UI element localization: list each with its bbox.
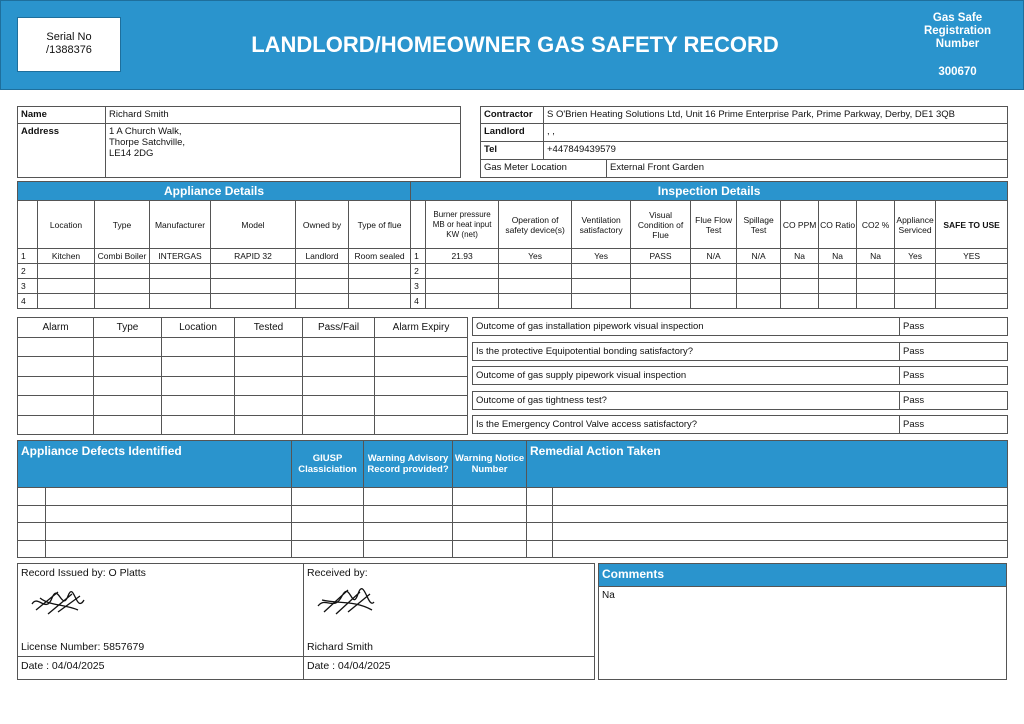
table-row [18, 540, 1008, 558]
outcome-answer: Pass [900, 416, 1008, 434]
cell-co2: Na [857, 249, 895, 264]
table-row [18, 249, 1008, 264]
cell [375, 376, 468, 396]
cell [38, 279, 95, 294]
gas-safe-label-2: Registration [923, 25, 992, 37]
spacer [461, 124, 481, 178]
giusp-header: GIUSP Classiciation [292, 441, 364, 488]
row-number-2: 1 [411, 249, 426, 264]
row-number: 4 [18, 294, 38, 309]
cell [857, 264, 895, 279]
cell [94, 357, 162, 377]
cell-safe: YES [936, 249, 1008, 264]
contractor-label: Contractor [481, 107, 544, 124]
cell [857, 279, 895, 294]
col-type: Type [95, 201, 150, 249]
outcome-answer: Pass [900, 318, 1008, 336]
table-row [18, 415, 468, 435]
outcome-question: Outcome of gas supply pipework visual inspection [473, 367, 900, 385]
gas-safe-label-3: Number [935, 38, 980, 50]
row-number-2: 4 [411, 294, 426, 309]
landlord-label: Landlord [481, 124, 544, 142]
address-value [106, 124, 461, 178]
tel-value: +447849439579 [544, 142, 1008, 160]
cell [46, 540, 292, 558]
contractor-value: S O'Brien Heating Solutions Ltd, Unit 16 Prime Enterprise Park, Prime Parkway, Derby, DE1 3QB [544, 107, 1008, 124]
address-line-3: LE14 2DG [109, 148, 154, 159]
issued-date: Date : 04/04/2025 [18, 657, 304, 680]
alarm-table [17, 317, 468, 435]
cell-manufacturer: INTERGAS [150, 249, 211, 264]
tel-label: Tel [481, 142, 544, 160]
col-burner-pressure: Burner pressure MB or heat input KW (net) [426, 201, 499, 249]
alarm-col-tested: Tested [235, 318, 303, 338]
alarm-col-location: Location [162, 318, 235, 338]
row-number: 2 [18, 264, 38, 279]
cell-flue-flow: N/A [691, 249, 737, 264]
outcome-row [472, 366, 1008, 385]
cell [18, 505, 46, 523]
address-line-1: 1 A Church Walk, [109, 126, 182, 137]
issued-by: Record Issued by: O Platts [21, 567, 146, 579]
cell [211, 264, 296, 279]
gas-safe-label-1: Gas Safe [932, 12, 983, 24]
table-row [18, 337, 468, 357]
cell [895, 294, 936, 309]
cell [46, 523, 292, 541]
cell [303, 337, 375, 357]
inspection-details-header: Inspection Details [411, 182, 1008, 201]
cell [375, 396, 468, 416]
cell-owned-by: Landlord [296, 249, 349, 264]
cell [94, 337, 162, 357]
cell [211, 279, 296, 294]
col-location: Location [38, 201, 95, 249]
outcome-answer: Pass [900, 392, 1008, 410]
cell-co-ppm: Na [781, 249, 819, 264]
serial-label: Serial No [46, 31, 92, 43]
cell [631, 264, 691, 279]
cell [94, 415, 162, 435]
outcome-question: Outcome of gas tightness test? [473, 392, 900, 410]
table-row [18, 396, 468, 416]
cell [572, 279, 631, 294]
cell [235, 396, 303, 416]
outcome-question: Is the Emergency Control Valve access satisfactory? [473, 416, 900, 434]
cell [781, 279, 819, 294]
cell [527, 540, 553, 558]
cell [349, 294, 411, 309]
cell [150, 279, 211, 294]
receiver-name: Richard Smith [307, 641, 373, 653]
col-co-ratio: CO Ratio [819, 201, 857, 249]
col-type-of-flue: Type of flue [349, 201, 411, 249]
cell [150, 264, 211, 279]
cell-model: RAPID 32 [211, 249, 296, 264]
cell [553, 523, 1008, 541]
remedial-title: Remedial Action Taken [527, 441, 1008, 488]
table-row [18, 376, 468, 396]
cell-safety: Yes [499, 249, 572, 264]
cell [426, 264, 499, 279]
outcome-question: Is the protective Equipotential bonding satisfactory? [473, 343, 900, 361]
cell-type: Combi Boiler [95, 249, 150, 264]
outcome-answer: Pass [900, 343, 1008, 361]
cell [162, 337, 235, 357]
col-safety-device: Operation of safety device(s) [499, 201, 572, 249]
cell [453, 505, 527, 523]
customer-info-table [17, 106, 1008, 178]
cell [364, 523, 453, 541]
outcome-row [472, 391, 1008, 410]
defects-table [17, 440, 1008, 558]
cell [426, 294, 499, 309]
cell [38, 264, 95, 279]
cell [499, 279, 572, 294]
cell [499, 294, 572, 309]
cell [453, 488, 527, 506]
cell [737, 279, 781, 294]
col-model: Model [211, 201, 296, 249]
cell [553, 488, 1008, 506]
landlord-value: , , [544, 124, 1008, 142]
cell [553, 540, 1008, 558]
cell-location: Kitchen [38, 249, 95, 264]
name-label: Name [18, 107, 106, 124]
cell [349, 264, 411, 279]
cell [38, 294, 95, 309]
alarm-col-alarm: Alarm [18, 318, 94, 338]
col-safe-to-use: SAFE TO USE [936, 201, 1008, 249]
receiver-signature [314, 582, 378, 624]
cell [499, 264, 572, 279]
cell [94, 396, 162, 416]
received-cell [304, 564, 595, 657]
cell-visual: PASS [631, 249, 691, 264]
table-row [18, 279, 1008, 294]
cell [936, 294, 1008, 309]
cell [375, 357, 468, 377]
col-co2: CO2 % [857, 201, 895, 249]
col-visual-flue: Visual Condition of Flue [631, 201, 691, 249]
cell [162, 357, 235, 377]
cell [292, 505, 364, 523]
cell-co-ratio: Na [819, 249, 857, 264]
cell [95, 294, 150, 309]
outcome-question: Outcome of gas installation pipework visual inspection [473, 318, 900, 336]
cell [235, 376, 303, 396]
outcome-row [472, 342, 1008, 361]
table-row [18, 294, 1008, 309]
row-number-2: 3 [411, 279, 426, 294]
cell [737, 294, 781, 309]
cell [303, 376, 375, 396]
appliance-inspection-table [17, 181, 1008, 309]
cell [527, 523, 553, 541]
gas-safe-number: 300670 [938, 66, 977, 78]
cell [303, 357, 375, 377]
address-line-2: Thorpe Satchville, [109, 137, 186, 148]
col-number [18, 201, 38, 249]
cell [292, 540, 364, 558]
col-owned-by: Owned by [296, 201, 349, 249]
cell [18, 523, 46, 541]
license-number: License Number: 5857679 [21, 641, 145, 653]
table-row [18, 523, 1008, 541]
cell [292, 523, 364, 541]
cell [819, 294, 857, 309]
issuer-signature [28, 584, 88, 624]
received-date: Date : 04/04/2025 [304, 657, 595, 680]
cell [572, 294, 631, 309]
col-ventilation: Ventilation satisfactory [572, 201, 631, 249]
row-number: 3 [18, 279, 38, 294]
cell [162, 376, 235, 396]
cell [819, 264, 857, 279]
outcome-answer: Pass [900, 367, 1008, 385]
row-number-2: 2 [411, 264, 426, 279]
cell [527, 505, 553, 523]
gas-safe-label [905, 12, 1010, 51]
cell [936, 279, 1008, 294]
cell [349, 279, 411, 294]
name-value: Richard Smith [106, 107, 461, 124]
cell [375, 415, 468, 435]
cell [553, 505, 1008, 523]
cell [18, 488, 46, 506]
cell [364, 505, 453, 523]
outcome-row [472, 317, 1008, 336]
cell-spillage: N/A [737, 249, 781, 264]
cell [572, 264, 631, 279]
table-row [18, 264, 1008, 279]
cell [936, 264, 1008, 279]
cell [691, 279, 737, 294]
meter-value: External Front Garden [607, 160, 1008, 178]
cell [235, 337, 303, 357]
cell [453, 523, 527, 541]
page-title: LANDLORD/HOMEOWNER GAS SAFETY RECORD [251, 32, 779, 57]
cell [296, 294, 349, 309]
alarm-col-expiry: Alarm Expiry [375, 318, 468, 338]
table-row [18, 505, 1008, 523]
serial-value: /1388376 [46, 44, 92, 56]
meter-label: Gas Meter Location [481, 160, 607, 178]
cell-burner: 21.93 [426, 249, 499, 264]
row-number: 1 [18, 249, 38, 264]
cell [364, 488, 453, 506]
cell [527, 488, 553, 506]
cell [895, 279, 936, 294]
cell-serviced: Yes [895, 249, 936, 264]
col-manufacturer: Manufacturer [150, 201, 211, 249]
cell [211, 294, 296, 309]
cell [18, 415, 94, 435]
cell [18, 376, 94, 396]
cell [18, 337, 94, 357]
cell [781, 294, 819, 309]
comments-value: Na [599, 587, 1007, 680]
cell [162, 396, 235, 416]
signature-table [17, 563, 595, 680]
cell [819, 279, 857, 294]
table-row [18, 357, 468, 377]
comments-table [598, 563, 1007, 680]
warning-notice-header: Warning Notice Number [453, 441, 527, 488]
serial-box [17, 17, 121, 72]
cell [364, 540, 453, 558]
cell [235, 415, 303, 435]
cell [631, 279, 691, 294]
warning-advisory-header: Warning Advisory Record provided? [364, 441, 453, 488]
alarm-col-pass-fail: Pass/Fail [303, 318, 375, 338]
cell [296, 279, 349, 294]
cell [292, 488, 364, 506]
col-spillage: Spillage Test [737, 201, 781, 249]
appliance-details-header: Appliance Details [18, 182, 411, 201]
cell [781, 264, 819, 279]
alarm-col-type: Type [94, 318, 162, 338]
cell [453, 540, 527, 558]
cell [691, 294, 737, 309]
cell [18, 357, 94, 377]
cell-flue: Room sealed [349, 249, 411, 264]
table-row [18, 488, 1008, 506]
outcome-row [472, 415, 1008, 434]
cell [235, 357, 303, 377]
defects-title: Appliance Defects Identified [18, 441, 292, 488]
cell [737, 264, 781, 279]
cell [691, 264, 737, 279]
cell [94, 376, 162, 396]
cell [375, 337, 468, 357]
address-label: Address [18, 124, 106, 178]
cell [95, 264, 150, 279]
spacer [461, 107, 481, 124]
col-co-ppm: CO PPM [781, 201, 819, 249]
cell [150, 294, 211, 309]
col-flue-flow: Flue Flow Test [691, 201, 737, 249]
issued-cell [18, 564, 304, 657]
cell [18, 396, 94, 416]
cell [303, 415, 375, 435]
col-number-2 [411, 201, 426, 249]
cell [46, 488, 292, 506]
comments-title: Comments [599, 564, 1007, 587]
cell [426, 279, 499, 294]
cell [631, 294, 691, 309]
cell [303, 396, 375, 416]
col-serviced: Appliance Serviced [895, 201, 936, 249]
cell [296, 264, 349, 279]
cell [162, 415, 235, 435]
cell [95, 279, 150, 294]
received-by: Received by: [307, 567, 368, 579]
cell [46, 505, 292, 523]
cell-ventilation: Yes [572, 249, 631, 264]
cell [895, 264, 936, 279]
cell [18, 540, 46, 558]
cell [857, 294, 895, 309]
